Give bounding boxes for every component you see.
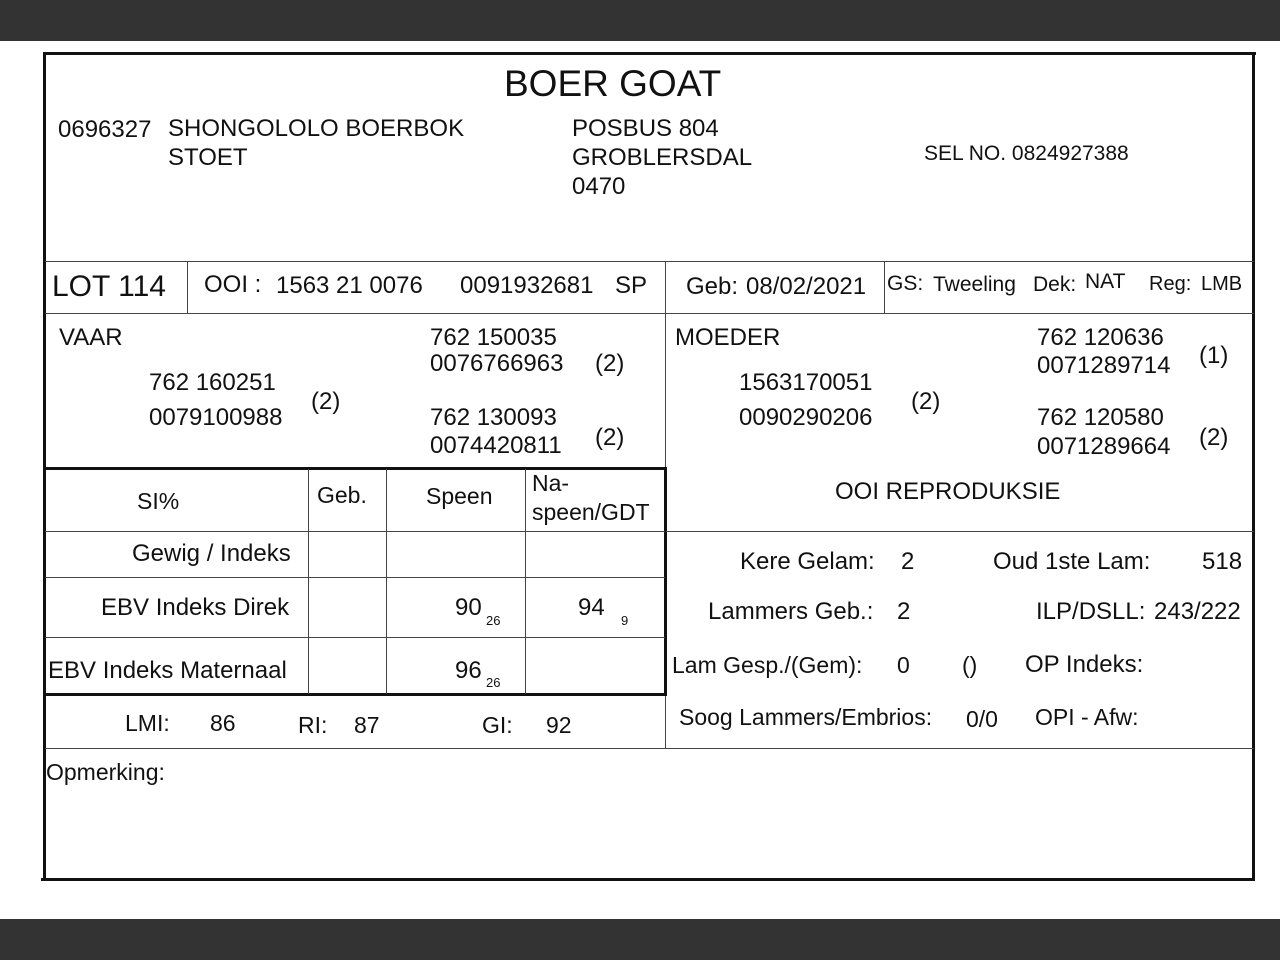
card-title: BOER GOAT	[504, 63, 722, 104]
si-header: SI%	[137, 488, 180, 514]
row-label-gewig: Gewig / Indeks	[132, 540, 291, 567]
dam-sire-number: 0071289714	[1037, 352, 1171, 379]
gs-label: GS:	[887, 272, 924, 295]
breeder-number: 0696327	[58, 116, 152, 143]
vaar-label: VAAR	[59, 324, 123, 351]
address-line2: GROBLERSDAL	[572, 144, 753, 171]
divider	[45, 313, 1254, 314]
row-label-maternaal: EBV Indeks Maternaal	[48, 657, 287, 684]
dam-id: 1563170051	[739, 369, 873, 396]
sire-number: 0079100988	[149, 404, 283, 431]
reproduksie-title: OOI REPRODUKSIE	[835, 478, 1061, 505]
opi-afw-label: OPI - Afw:	[1035, 704, 1139, 730]
direk-speen-sub: 26	[486, 613, 501, 628]
oud-value: 518	[1202, 548, 1243, 575]
sire-dam-count: (2)	[595, 424, 625, 451]
reg-label: Reg:	[1149, 273, 1192, 295]
dam-dam-id: 762 120580	[1037, 404, 1164, 431]
divider	[45, 748, 1254, 749]
lmi-value: 86	[210, 710, 236, 736]
sire-sire-number: 0076766963	[430, 350, 564, 377]
divider	[45, 261, 1254, 262]
op-indeks-label: OP Indeks:	[1025, 651, 1144, 678]
geb-date: 08/02/2021	[746, 273, 867, 300]
divider	[187, 261, 188, 313]
ilp-label: ILP/DSLL:	[1036, 598, 1146, 625]
oud-label: Oud 1ste Lam:	[993, 548, 1151, 575]
soog-label: Soog Lammers/Embrios:	[679, 704, 933, 730]
address-line3: 0470	[572, 173, 626, 200]
direk-naspeen-sub: 9	[621, 613, 629, 628]
gi-label: GI:	[482, 712, 513, 738]
sire-sire-count: (2)	[595, 350, 625, 377]
bottom-bar	[0, 919, 1280, 960]
dek-label: Dek:	[1033, 273, 1077, 296]
ooi-id: 1563 21 0076	[276, 272, 423, 299]
ooi-number: 0091932681	[460, 272, 594, 299]
dam-dam-count: (2)	[1199, 424, 1229, 451]
lam-gesp-value: 0	[897, 652, 910, 678]
direk-speen: 90	[455, 594, 482, 621]
ri-value: 87	[354, 712, 380, 738]
lmi-label: LMI:	[125, 710, 170, 736]
direk-naspeen: 94	[578, 594, 605, 621]
sire-id: 762 160251	[149, 369, 276, 396]
kere-gelam-label: Kere Gelam:	[740, 548, 875, 575]
lot-number: LOT 114	[52, 270, 166, 303]
opmerking-label: Opmerking:	[46, 759, 165, 785]
divider	[666, 531, 1254, 532]
dam-sire-count: (1)	[1199, 342, 1229, 369]
dam-dam-number: 0071289664	[1037, 433, 1171, 460]
soog-value: 0/0	[966, 706, 998, 732]
maternaal-speen-sub: 26	[486, 675, 501, 690]
naspeen-header-line2: speen/GDT	[532, 499, 650, 525]
sel-no: SEL NO. 0824927388	[924, 142, 1129, 165]
breeder-name-line1: SHONGOLOLO BOERBOK	[168, 115, 465, 142]
dek-value: NAT	[1085, 270, 1126, 293]
geb-label: Geb:	[686, 273, 739, 300]
naspeen-header-line1: Na-	[532, 470, 570, 496]
divider	[884, 261, 885, 313]
geb-header: Geb.	[317, 482, 367, 508]
sire-count: (2)	[311, 388, 341, 415]
dam-sire-id: 762 120636	[1037, 324, 1164, 351]
breeder-name-line2: STOET	[168, 144, 248, 171]
lammers-geb-value: 2	[897, 598, 911, 625]
lam-gesp-label: Lam Gesp./(Gem):	[672, 652, 863, 678]
lam-gesp-gem: ()	[962, 652, 978, 678]
sire-sire-id: 762 150035	[430, 324, 557, 351]
divider	[665, 261, 666, 313]
sire-dam-number: 0074420811	[430, 432, 562, 459]
address-line1: POSBUS 804	[572, 115, 719, 142]
ooi-label: OOI :	[204, 271, 262, 298]
gi-value: 92	[546, 712, 572, 738]
dam-count: (2)	[911, 388, 941, 415]
ilp-value: 243/222	[1154, 598, 1241, 625]
row-label-direk: EBV Indeks Direk	[101, 594, 290, 621]
top-bar	[0, 0, 1280, 41]
dam-number: 0090290206	[739, 404, 873, 431]
sire-dam-id: 762 130093	[430, 404, 557, 431]
ooi-code: SP	[615, 272, 648, 299]
speen-header: Speen	[426, 483, 493, 509]
ri-label: RI:	[298, 712, 328, 738]
kere-gelam-value: 2	[901, 548, 915, 575]
gs-value: Tweeling	[933, 273, 1016, 296]
maternaal-speen: 96	[455, 657, 482, 684]
reg-value: LMB	[1201, 273, 1243, 295]
lammers-geb-label: Lammers Geb.:	[708, 598, 874, 625]
moeder-label: MOEDER	[675, 324, 781, 351]
